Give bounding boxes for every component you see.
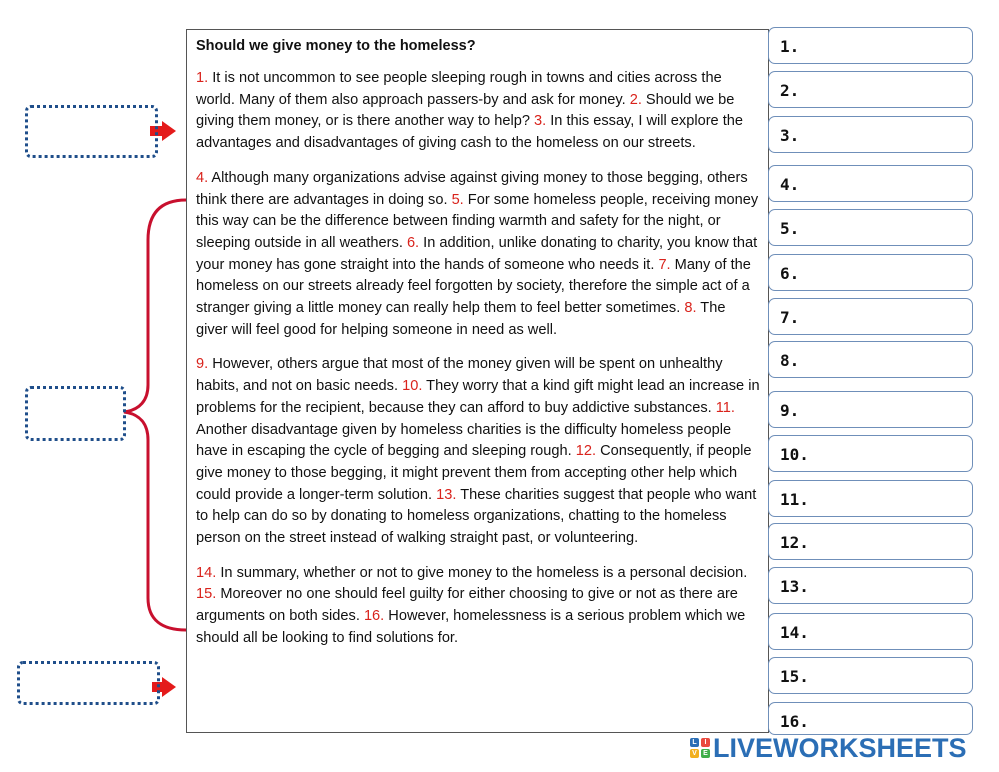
answer-box[interactable]: 13. [768, 567, 973, 604]
answer-box[interactable]: 3. [768, 116, 973, 153]
sentence-text: For some homeless people, receiving money this way can be the difference between finding warmth and safety for the night, or sleeping outside in all weathers. [196, 191, 759, 251]
sentence-text: In summary, whether or not to give money to the homeless is a personal decision. [216, 564, 748, 581]
sentence-number: 14. [196, 564, 217, 581]
logo-letter: E [701, 749, 710, 758]
sentence-text: Although many organizations advise against giving money to those begging, others think there are advantages in doing so. [196, 169, 748, 208]
logo-letter: I [701, 738, 710, 747]
logo-grid-icon [690, 738, 710, 758]
sentence-text: However, others argue that most of the money given will be spent on unhealthy habits, and not on basic needs. [196, 356, 723, 395]
body-bracket [124, 200, 186, 630]
sentence-text: These charities suggest that people who want to help can do so by donating to homeless organizations, chatting to the homeless person on the street instead of walking straight past, or volunteering. [196, 486, 757, 547]
sentence-number: 1. [196, 70, 209, 86]
intro-label-box[interactable] [25, 105, 158, 158]
answer-box[interactable]: 6. [768, 254, 973, 291]
answer-box[interactable]: 2. [768, 71, 973, 108]
essay-title: Should we give money to the homeless? [196, 38, 476, 54]
answer-box[interactable]: 7. [768, 298, 973, 335]
answer-box[interactable]: 11. [768, 480, 973, 517]
sentence-text: In this essay, I will explore the advantages and disadvantages of giving cash to the homeless on our streets. [196, 113, 744, 152]
logo-text: LIVEWORKSHEETS [713, 733, 967, 763]
liveworksheets-logo [690, 733, 967, 763]
answer-box[interactable]: 15. [768, 657, 973, 694]
logo-letter: V [690, 749, 699, 758]
sentence-text: Consequently, if people give money to those begging, it might prevent them from accepting other help which could provide a longer-term solution. [196, 443, 752, 503]
answer-box[interactable]: 5. [768, 209, 973, 246]
sentence-text: It is not uncommon to see people sleeping rough in towns and cities across the world. Many of them also approach passers-by and ask for money. [196, 70, 722, 108]
sentence-text: They worry that a kind gift might lead an increase in problems for the recipient, because they can afford to buy addictive substances. [196, 378, 760, 416]
body-label-box[interactable] [25, 386, 126, 441]
answer-box[interactable]: 14. [768, 613, 973, 650]
sentence-number: 4. [196, 169, 209, 186]
sentence-number: 5. [451, 191, 464, 208]
conclusion-label-box[interactable] [17, 661, 160, 705]
sentence-number: 9. [196, 356, 209, 373]
sentence-number: 7. [658, 256, 671, 273]
sentence-number: 13. [436, 486, 457, 503]
sentence-number: 3. [534, 113, 547, 130]
sentence-text: Moreover no one should feel guilty for either choosing to give or not as there are arguments on both sides. [196, 586, 738, 625]
sentence-number: 11. [715, 399, 735, 416]
sentence-number: 10. [402, 378, 423, 395]
sentence-number: 8. [684, 300, 697, 317]
sentence-number: 16. [363, 608, 385, 625]
sentence-text: However, homelessness is a serious problem which we should all be looking to find solutions for. [196, 608, 746, 646]
answer-box[interactable]: 16. [768, 702, 973, 735]
sentence-number: 15. [196, 586, 217, 603]
answer-box[interactable]: 4. [768, 165, 973, 202]
answer-box[interactable]: 12. [768, 523, 973, 560]
sentence-text: In addition, unlike donating to charity, you know that your money has gone straight into the hands of someone who needs it. [196, 234, 758, 273]
sentence-number: 6. [406, 234, 420, 251]
sentence-text: The giver will feel good for helping someone in need as well. [196, 300, 726, 338]
answer-box[interactable]: 10. [768, 435, 973, 472]
answer-box[interactable]: 9. [768, 391, 973, 428]
logo-letter: L [690, 738, 699, 747]
sentence-number: 2. [629, 91, 642, 108]
sentence-number: 12. [575, 443, 597, 460]
sentence-text: Many of the homeless on our streets already feel forgotten by society, therefore the simple act of a stranger giving a little money can really help them to feel better sometimes. [196, 256, 751, 317]
answer-box[interactable]: 1. [768, 27, 973, 64]
answer-box[interactable]: 8. [768, 341, 973, 378]
sentence-text: Another disadvantage given by homeless charities is the difficulty homeless people have in escaping the cycle of begging and sleeping rough. [196, 421, 732, 460]
sentence-text: Should we be giving them money, or is there another way to help? [196, 91, 735, 130]
